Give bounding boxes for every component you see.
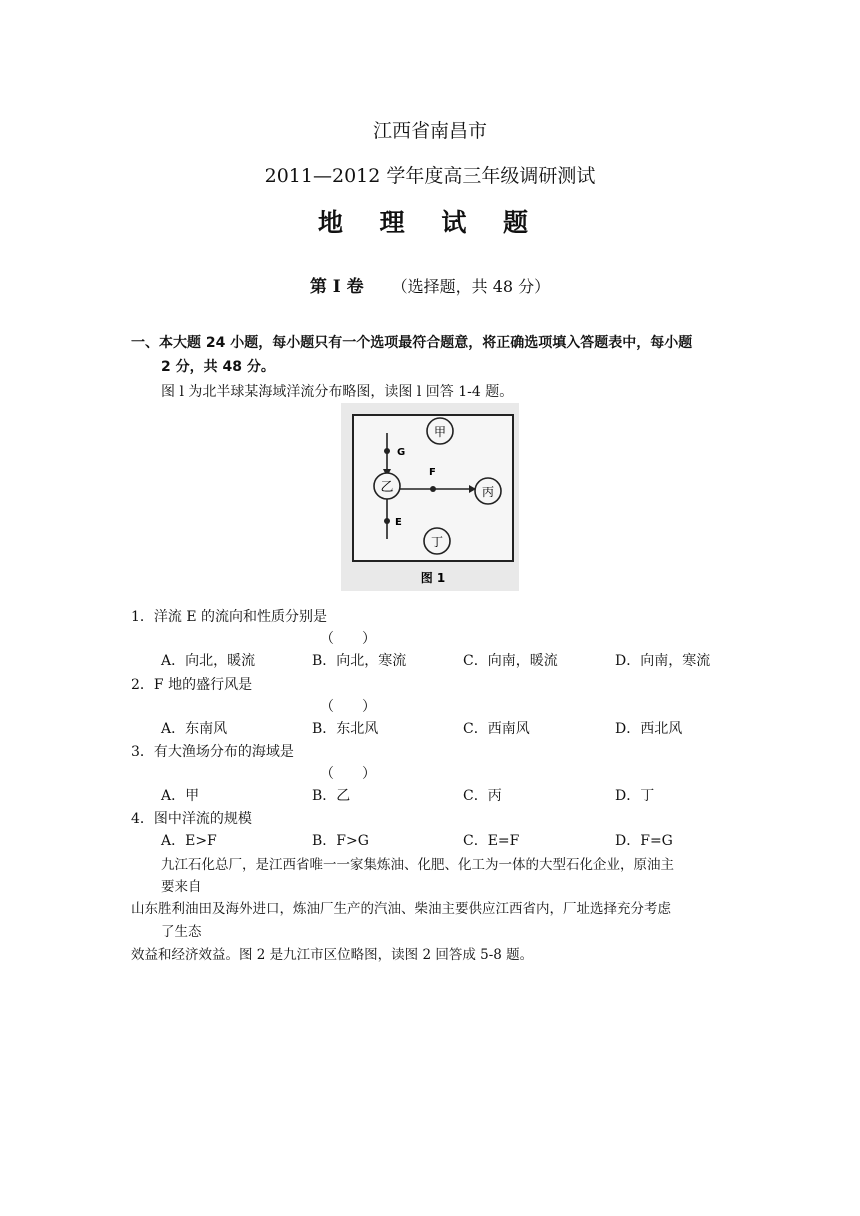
point-f-label: F bbox=[429, 467, 436, 478]
circle-jia-label: 甲 bbox=[433, 425, 447, 439]
section-instructions-line1: 一、本大题 24 小题，每小题只有一个选项最符合题意，将正确选项填入答题表中，每小题 bbox=[131, 335, 693, 351]
point-e-dot bbox=[384, 518, 390, 524]
figure-caption: 图 1 bbox=[420, 571, 446, 585]
passage-line-2: 要来自 bbox=[161, 879, 202, 895]
figure-1 bbox=[341, 403, 519, 591]
question-4-option-c: C．E=F bbox=[463, 833, 520, 849]
question-3-stem: 3．有大渔场分布的海域是 bbox=[131, 744, 294, 760]
point-f-dot bbox=[430, 486, 436, 492]
page-title: 地 理 试 题 bbox=[317, 208, 543, 237]
question-2-answer-blank: （ ） bbox=[320, 699, 376, 715]
question-2-option-c: C．西南风 bbox=[463, 721, 530, 737]
volume-heading bbox=[0, 272, 860, 297]
circle-bing-label: 丙 bbox=[481, 485, 495, 499]
passage-line-5: 效益和经济效益。图 2 是九江市区位略图，读图 2 回答成 5-8 题。 bbox=[131, 947, 534, 963]
school-region: 江西省南昌市 bbox=[372, 120, 487, 142]
question-2-option-d: D．西北风 bbox=[615, 721, 683, 737]
volume-note: （选择题，共 48 分） bbox=[391, 277, 551, 296]
point-g-dot bbox=[384, 448, 390, 454]
question-2-stem: 2．F 地的盛行风是 bbox=[131, 677, 253, 693]
question-1-option-b: B．向北，寒流 bbox=[312, 653, 407, 669]
passage-line-4: 了生态 bbox=[161, 924, 202, 940]
question-3-option-b: B．乙 bbox=[312, 788, 351, 804]
question-4-option-a: A．E>F bbox=[161, 833, 217, 849]
section-instructions-line2: 2 分，共 48 分。 bbox=[161, 359, 275, 375]
question-3-option-c: C．丙 bbox=[463, 788, 502, 804]
question-1-option-d: D．向南，寒流 bbox=[615, 653, 711, 669]
passage-line-1: 九江石化总厂，是江西省唯一一家集炼油、化肥、化工为一体的大型石化企业，原油主 bbox=[161, 857, 674, 873]
point-g-label: G bbox=[397, 447, 406, 458]
question-4-option-b: B．F>G bbox=[312, 833, 369, 849]
circle-yi-label: 乙 bbox=[380, 480, 394, 495]
exam-year-title: 2011—2012 学年度高三年级调研测试 bbox=[264, 165, 596, 187]
question-1-option-a: A．向北，暖流 bbox=[161, 653, 256, 669]
question-1-stem: 1．洋流 E 的流向和性质分别是 bbox=[131, 609, 328, 625]
question-2-option-b: B．东北风 bbox=[312, 721, 379, 737]
circle-ding-label: 丁 bbox=[430, 535, 444, 549]
question-2-option-a: A．东南风 bbox=[161, 721, 228, 737]
question-3-option-d: D．丁 bbox=[615, 788, 655, 804]
volume-title: 第 Ⅰ 卷 bbox=[309, 277, 364, 297]
ocean-current-diagram bbox=[341, 403, 519, 591]
figure-intro: 图 l 为北半球某海域洋流分布略图，读图 l 回答 1-4 题。 bbox=[161, 384, 514, 400]
question-4-stem: 4．图中洋流的规模 bbox=[131, 811, 252, 827]
question-1-option-c: C．向南，暖流 bbox=[463, 653, 558, 669]
passage-line-3: 山东胜利油田及海外进口，炼油厂生产的汽油、柴油主要供应江西省内，厂址选择充分考虑 bbox=[131, 901, 671, 917]
question-3-option-a: A．甲 bbox=[161, 788, 200, 804]
question-3-answer-blank: （ ） bbox=[320, 766, 376, 782]
question-4-option-d: D．F=G bbox=[615, 833, 673, 849]
question-1-answer-blank: （ ） bbox=[320, 631, 376, 647]
point-e-label: E bbox=[395, 517, 402, 528]
